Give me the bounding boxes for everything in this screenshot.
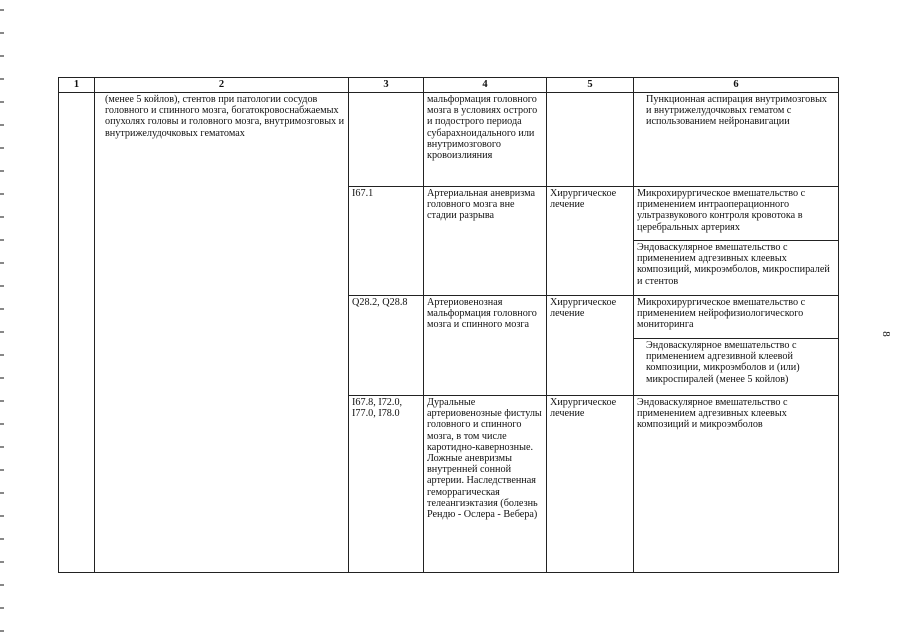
header-cell-5: 5 [547, 78, 634, 93]
code-cell: Q28.2, Q28.8 [349, 296, 424, 396]
treatment-cell [547, 93, 634, 187]
method-cell: Пункционная аспирация внутримозговых и внутрижелудочковых гематом с использованием нейронавигации [634, 93, 839, 187]
care-type-cell: (менее 5 койлов), стентов при патологии сосудов головного и спинного мозга, богатокровоснабжаемых опухолях головы и головного мозга, внутримозговых и внутрижелудочковых гематомах [95, 93, 349, 573]
treatment-cell: Хирургическое лечение [547, 396, 634, 573]
table-row [59, 93, 839, 187]
treatment-cell: Хирургическое лечение [547, 296, 634, 396]
method-cell: Эндоваскулярное вмешательство с применением адгезивных клеевых композиций и микроэмболов [634, 396, 839, 573]
diagnosis-cell: Артериовенозная мальформация головного мозга и спинного мозга [424, 296, 547, 396]
diagnosis-cell: мальформация головного мозга в условиях острого и подострого периода субарахноидального или внутримозгового кровоизлияния [424, 93, 547, 187]
header-cell-4: 4 [424, 78, 547, 93]
treatment-cell: Хирургическое лечение [547, 187, 634, 296]
page-number: 8 [879, 331, 892, 337]
header-cell-2: 2 [95, 78, 349, 93]
medical-care-table [58, 77, 839, 573]
method-cell: Эндоваскулярное вмешательство с применением адгезивной клеевой композиции, микроэмболов и (или) микроспиралей (менее 5 койлов) [634, 339, 839, 396]
scan-edge-artifact [0, 0, 4, 640]
table-header-row [59, 78, 839, 93]
method-cell: Микрохирургическое вмешательство с применением нейрофизиологического мониторинга [634, 296, 839, 339]
code-cell: I67.8, I72.0, I77.0, I78.0 [349, 396, 424, 573]
diagnosis-cell: Дуральные артериовенозные фистулы головного и спинного мозга, в том числе каротидно-кавернозные. Ложные аневризмы внутренней сонной артерии. Наследственная геморрагическая телеангиэктазия (болезнь Рендю - Ослера - Вебера) [424, 396, 547, 573]
code-cell [349, 93, 424, 187]
method-cell: Эндоваскулярное вмешательство с применением адгезивных клеевых композиций, микроэмболов, микроспиралей и стентов [634, 241, 839, 296]
header-cell-3: 3 [349, 78, 424, 93]
header-cell-6: 6 [634, 78, 839, 93]
method-cell: Микрохирургическое вмешательство с применением интраоперационного ультразвукового контроля кровотока в церебральных артериях [634, 187, 839, 241]
diagnosis-cell: Артериальная аневризма головного мозга вне стадии разрыва [424, 187, 547, 296]
code-cell: I67.1 [349, 187, 424, 296]
header-cell-1: 1 [59, 78, 95, 93]
number-cell [59, 93, 95, 573]
